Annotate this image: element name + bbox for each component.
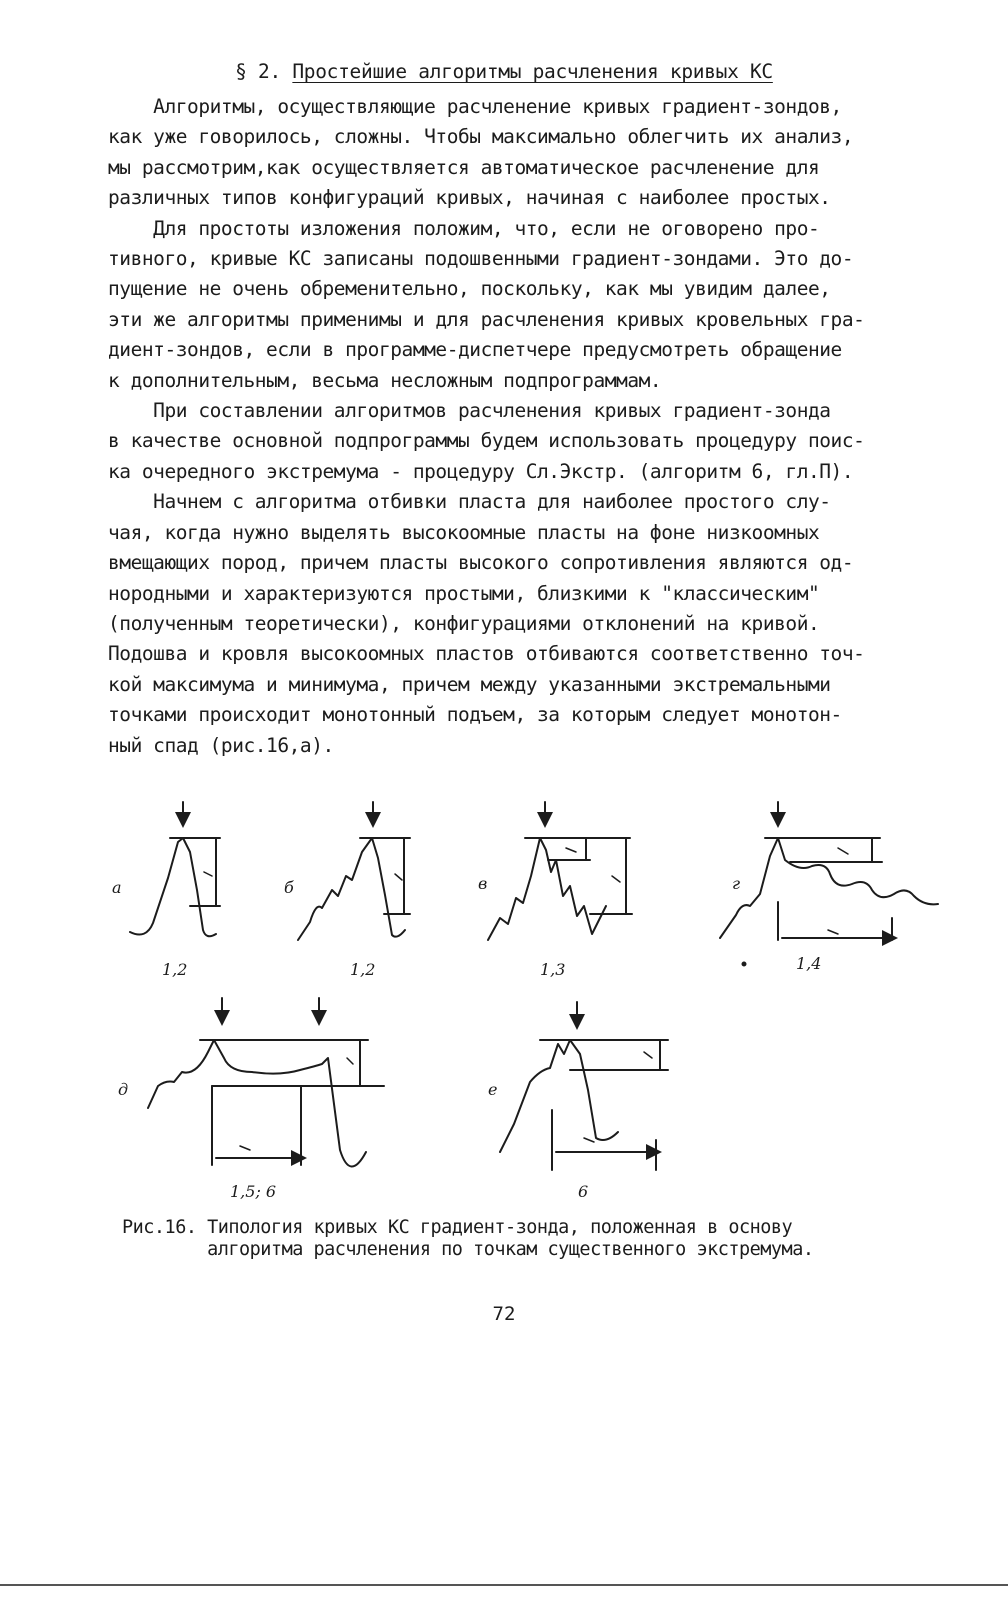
figure-caption [122,1217,982,1261]
panel-f-number: 6 [578,1182,589,1201]
text-line: ка очередного экстремума - процедуру Сл.Экстр. (алгоритм 6, гл.П). [108,459,854,483]
panel-b-letter: б [284,878,294,897]
text-line: Подошва и кровля высокоомных пластов отбиваются соответственно точ- [108,642,865,666]
text-line: к дополнительным, весьма несложным подпрограммам. [108,368,662,392]
text-line: эти же алгоритмы применимы и для расчленения кривых кровельных гра- [108,307,865,331]
panel-d-curve [720,802,938,966]
text-line: При составлении алгоритмов расчленения кривых градиент-зонда [108,399,831,423]
section-heading [0,60,1008,83]
text-line: (полученным теоретически), конфигурациями отклонений на кривой. [108,611,820,635]
panel-f-letter: е [488,1080,498,1099]
caption-line-1: Рис.16. Типология кривых КС градиент-зонда, положенная в основу [122,1217,793,1238]
panel-d-letter: г [732,874,741,893]
text-line: нородными и характеризуются простыми, близкими к "классическим" [108,581,820,605]
panel-d-number: 1,4 [796,954,822,973]
panel-b-curve [298,802,410,940]
page-number: 72 [492,1303,516,1325]
text-line: как уже говорилось, сложны. Чтобы максимально облегчить их анализ, [108,125,854,149]
panel-b-number: 1,2 [350,960,376,979]
panel-c-curve [488,802,632,940]
text-line: кой максимума и минимума, причем между указанными экстремальными [108,672,831,696]
text-line: Алгоритмы, осуществляющие расчленение кривых градиент-зондов, [108,95,842,118]
panel-c-letter: в [478,874,488,893]
bottom-edge-rule [0,1584,1008,1586]
panel-f-curve [500,1002,668,1170]
panel-e-letter: д [118,1080,129,1099]
panel-c-number: 1,3 [540,960,566,979]
text-line: ный спад (рис.16,а). [108,733,334,757]
panel-a-number: 1,2 [162,960,188,979]
panel-a-curve [130,802,220,936]
panel-a-letter: а [112,878,122,897]
text-line: точками происходит монотонный подъем, за которым следует монотон- [108,703,842,727]
text-line: тивного, кривые КС записаны подошвенными градиент-зондами. Это до- [108,247,854,271]
text-line: пущение не очень обременительно, поскольку, как мы увидим далее, [108,277,831,301]
text-line: диент-зондов, если в программе-диспетчере предусмотреть обращение [108,338,842,362]
text-line: вмещающих пород, причем пласты высокого сопротивления являются од- [108,551,854,575]
text-line: в качестве основной подпрограммы будем использовать процедуру поис- [108,429,865,453]
text-line: Начнем с алгоритма отбивки пласта для наиболее простого слу- [108,490,831,514]
panel-e-curve [148,998,384,1167]
caption-line-2: алгоритма расчленения по точкам существенного экстремума. [122,1239,814,1260]
curve-typology-figure [0,790,1008,1220]
text-line: чая, когда нужно выделять высокоомные пласты на фоне низкоомных [108,520,820,544]
section-number: § 2. [235,60,281,83]
body-text [108,92,980,761]
text-line: мы расcмотрим,как осуществляется автоматическое расчленение для [108,155,820,179]
section-title: Простейшие алгоритмы расчленения кривых КС [292,60,773,83]
panel-e-number: 1,5; 6 [230,1182,277,1201]
text-line: Для простоты изложения положим, что, если не оговорено про- [108,216,820,240]
figure-16 [0,790,1008,1220]
text-line: различных типов конфигураций кривых, начиная с наиболее простых. [108,186,831,210]
